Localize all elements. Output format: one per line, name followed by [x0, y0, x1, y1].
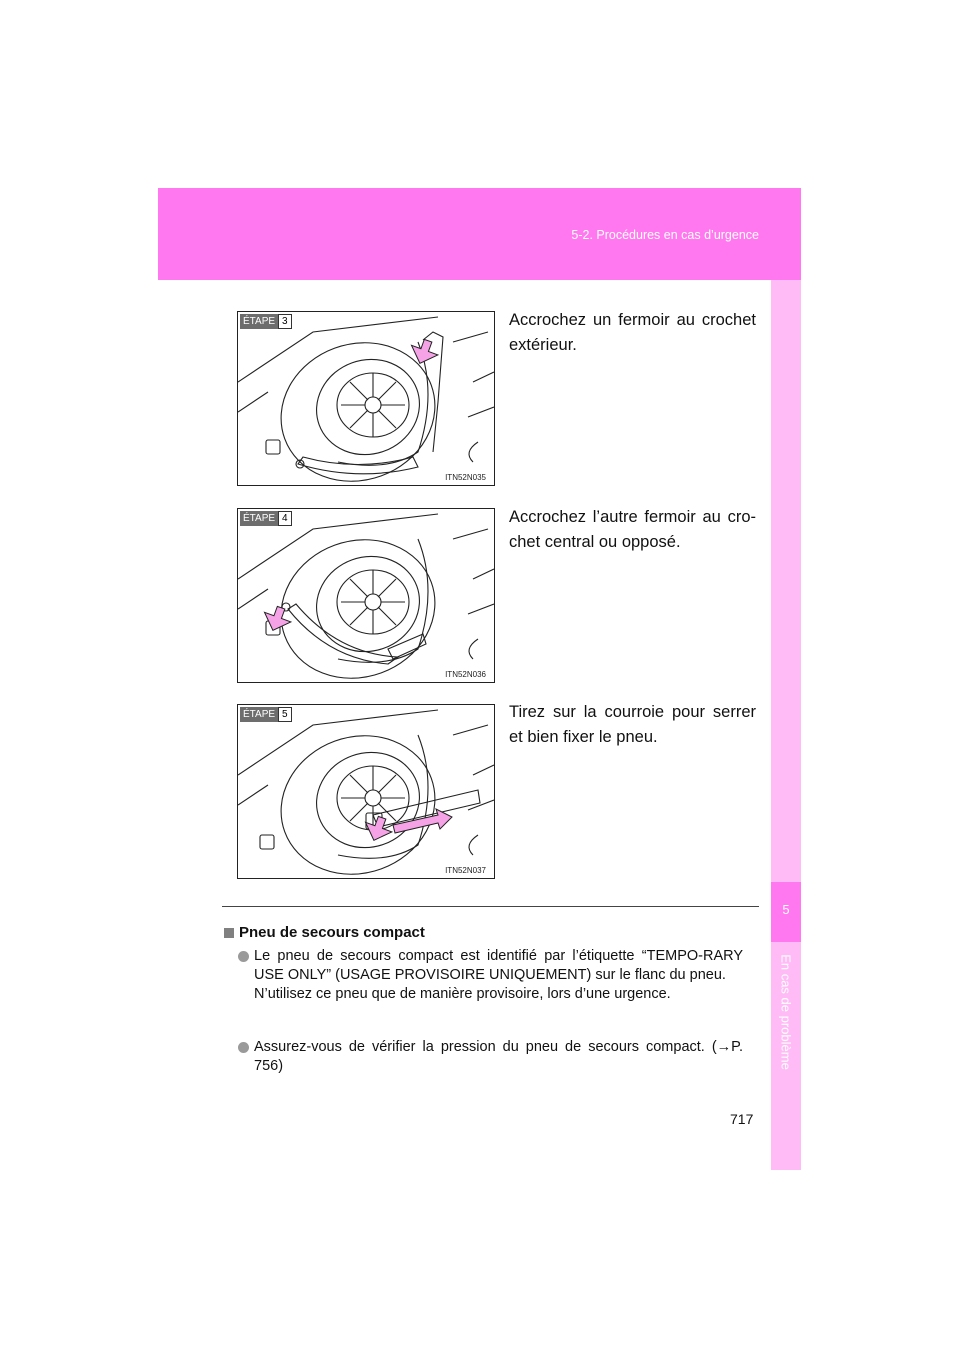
step-4-badge: [240, 511, 292, 526]
bullet-dot-icon: [238, 1042, 249, 1053]
step-label: ÉTAPE: [240, 707, 278, 722]
bullet-text: Assurez-vous de vérifier la pression du pneu de secours compact. (→P. 756): [254, 1039, 743, 1074]
step-4-text: Accrochez l’autre fermoir au cro-chet central ou opposé.: [509, 508, 756, 551]
step-3-badge: [240, 314, 292, 329]
step-5-badge: [240, 707, 292, 722]
chapter-number-box: [771, 882, 801, 942]
page-number: 717: [730, 1111, 754, 1127]
image-code: ITN52N036: [445, 670, 486, 679]
step-3-text: Accrochez un fermoir au crochet extérieur.: [509, 311, 756, 354]
bullet-text-extra: N’utilisez ce pneu que de manière provisoire, lors d’une urgence.: [254, 986, 671, 1002]
section-title: 5-2. Procédures en cas d’urgence: [571, 228, 759, 242]
step-4-illustration: [237, 508, 495, 683]
step-label: ÉTAPE: [240, 511, 278, 526]
step-5-text: Tirez sur la courroie pour serrer et bien fixer le pneu.: [509, 703, 756, 746]
step-number: 3: [278, 314, 292, 329]
step-number: 5: [278, 707, 292, 722]
divider: [222, 906, 759, 907]
chapter-number: 5: [782, 902, 790, 917]
tire-strap-illustration-icon: [238, 705, 494, 878]
header-band: [158, 188, 801, 280]
image-code: ITN52N037: [445, 866, 486, 875]
step-3-illustration: [237, 311, 495, 486]
step-number: 4: [278, 511, 292, 526]
bullet-text: Le pneu de secours compact est identifié par l’étiquette “TEMPO-RARY USE ONLY” (USAGE PROVISOIRE UNIQUEMENT) sur le flanc du pneu.: [254, 948, 743, 983]
image-code: ITN52N035: [445, 473, 486, 482]
note-title: Pneu de secours compact: [239, 924, 425, 941]
tire-strap-illustration-icon: [238, 312, 494, 485]
square-bullet-icon: [224, 928, 234, 938]
bullet-dot-icon: [238, 951, 249, 962]
chapter-title: En cas de problème: [778, 954, 794, 1070]
step-label: ÉTAPE: [240, 314, 278, 329]
step-5-illustration: [237, 704, 495, 879]
tire-strap-illustration-icon: [238, 509, 494, 682]
note-bullet-1: [238, 947, 743, 1004]
note-heading: [224, 924, 425, 941]
note-bullet-2: [238, 1038, 743, 1076]
